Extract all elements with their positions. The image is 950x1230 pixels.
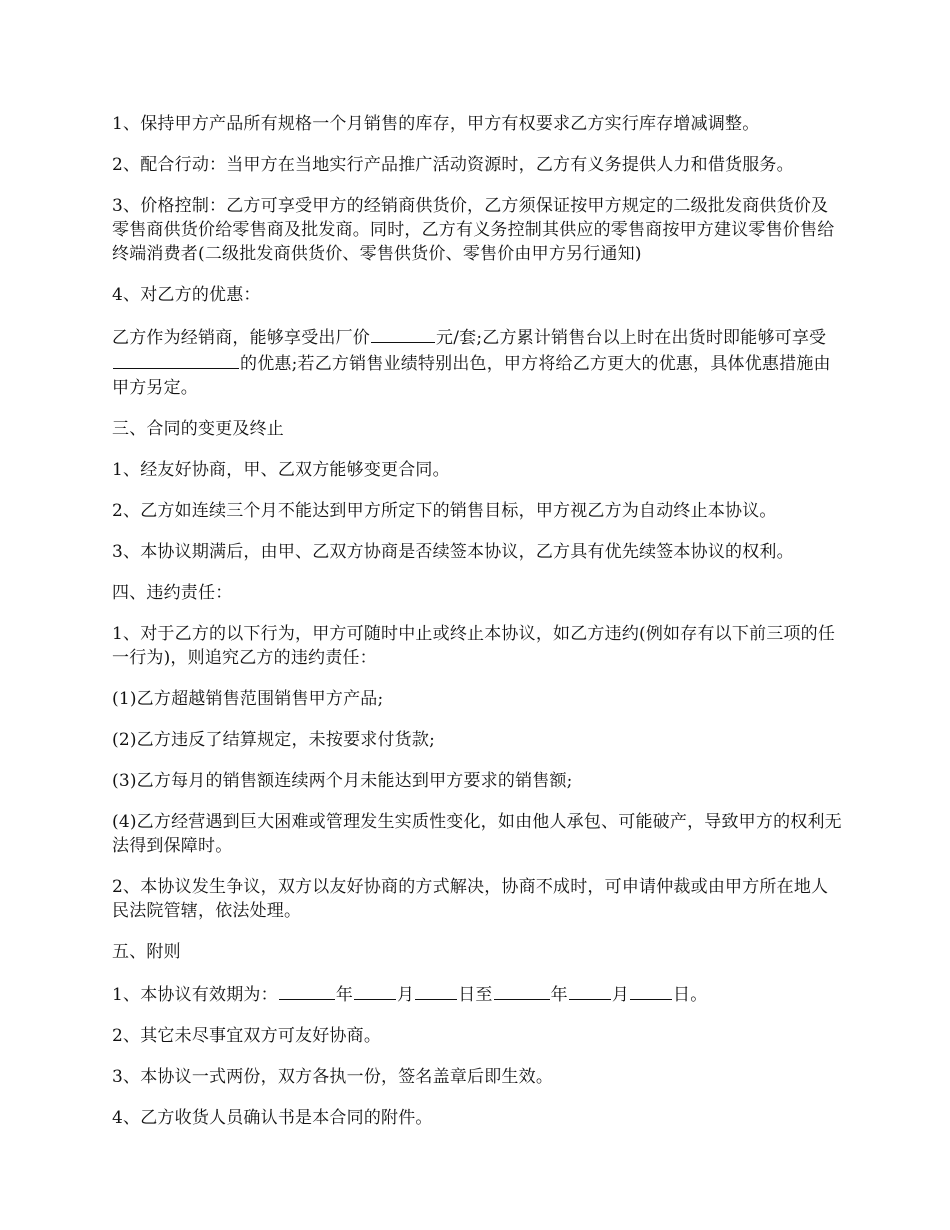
liability-item-4: (4)乙方经营遇到巨大困难或管理发生实质性变化，如由他人承包、可能破产，导致甲方的权利无法得到保障时。 [112,812,842,856]
discount-text-b: 元/套;乙方累计销售台以上时在出货时即能够可享受 [436,328,827,348]
clause-appendix-2: 2、其它未尽事宜双方可友好协商。 [112,1026,382,1046]
clause-liability-2: 2、本协议发生争议，双方以友好协商的方式解决，协商不成时，可申请仲裁或由甲方所在地人民法院管辖，依法处理。 [112,877,829,921]
document-page [112,112,842,1147]
clause-appendix-4: 4、乙方收货人员确认书是本合同的附件。 [112,1108,433,1128]
year-label: 年 [335,985,354,1005]
section-title-change-termination: 三、合同的变更及终止 [112,419,284,439]
section-title-liability: 四、违约责任： [112,583,233,603]
discount-blank[interactable] [113,350,239,369]
start-day-blank[interactable] [415,981,457,1000]
clause-validity-period [112,981,842,1007]
discount-text-a: 乙方作为经销商，能够享受出厂价 [112,328,370,348]
section-title-appendix: 五、附则 [112,942,181,962]
month-label: 月 [397,985,415,1005]
day-label: 日。 [673,985,708,1005]
validity-prefix: 1、本协议有效期为： [112,985,278,1005]
discount-text-c: 的优惠;若乙方销售业绩特别出色，甲方将给乙方更大的优惠，具体优惠措施由甲方另定。 [112,354,831,398]
end-year-blank[interactable] [494,981,550,1000]
year-label: 年 [550,985,568,1005]
clause-discount-detail [112,324,842,400]
clause-liability-1: 1、对于乙方的以下行为，甲方可随时中止或终止本协议，如乙方违约(例如存有以下前三项的任一行为)，则追究乙方的违约责任： [112,624,836,668]
end-day-blank[interactable] [630,981,672,1000]
end-month-blank[interactable] [569,981,611,1000]
start-month-blank[interactable] [354,981,396,1000]
clause-change-2: 2、乙方如连续三个月不能达到甲方所定下的销售目标，甲方视乙方为自动终止本协议。 [112,501,777,521]
liability-item-1: (1)乙方超越销售范围销售甲方产品; [112,689,384,709]
liability-item-3: (3)乙方每月的销售额连续两个月未能达到甲方要求的销售额; [112,771,573,791]
factory-price-blank[interactable] [371,324,435,343]
liability-item-2: (2)乙方违反了结算规定，未按要求付货款; [112,730,436,750]
clause-appendix-3: 3、本协议一式两份，双方各执一份，签名盖章后即生效。 [112,1067,554,1087]
clause-price-control: 3、价格控制：乙方可享受甲方的经销商供货价，乙方须保证按甲方规定的二级批发商供货价及零售商供货价给零售商及批发商。同时，乙方有义务控制其供应的零售商按甲方建议零售价售给终端消费者(二级批发商供货价、零售供货价、零售价由甲方另行通知) [112,196,835,264]
start-year-blank[interactable] [279,981,335,1000]
clause-change-1: 1、经友好协商，甲、乙双方能够变更合同。 [112,460,450,480]
clause-inventory: 1、保持甲方产品所有规格一个月销售的库存，甲方有权要求乙方实行库存增减调整。 [112,114,760,134]
day-to-label: 日至 [458,985,493,1005]
clause-cooperation: 2、配合行动：当甲方在当地实行产品推广活动资源时，乙方有义务提供人力和借货服务。 [112,155,794,175]
clause-change-3: 3、本协议期满后，由甲、乙双方协商是否续签本协议，乙方具有优先续签本协议的权利。 [112,542,794,562]
month-label: 月 [611,985,630,1005]
clause-discount-heading: 4、对乙方的优惠： [112,285,261,305]
